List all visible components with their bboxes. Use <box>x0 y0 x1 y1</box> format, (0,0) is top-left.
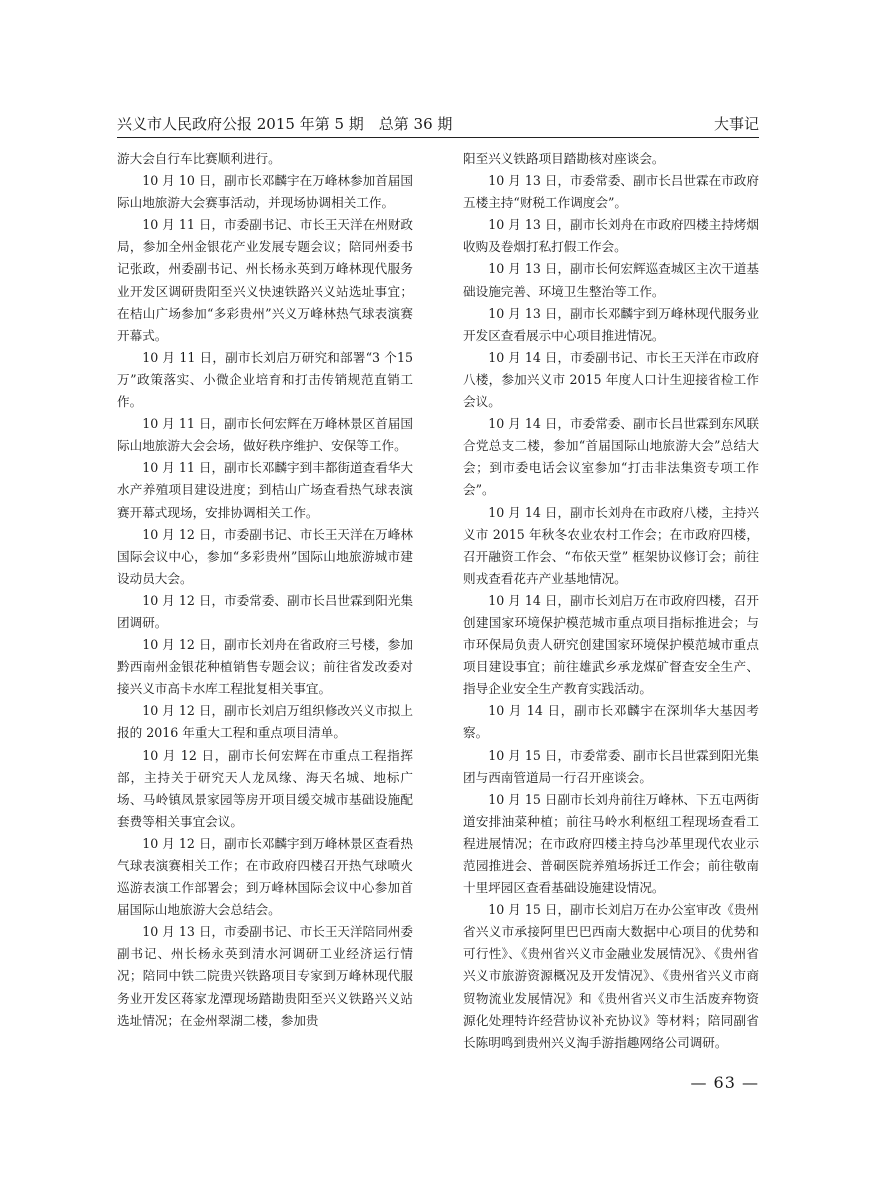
paragraph: 10 月 12 日，副市长邓麟宇到万峰林景区查看热气球表演赛相关工作；在市政府四楼召开热气球喷火巡游表演工作部署会；到万峰林国际会议中心参加首届国际山地旅游大会总结会。 <box>117 835 413 918</box>
paragraph: 10 月 11 日，副市长何宏辉在万峰林景区首届国际山地旅游大会会场，做好秩序维护、安保等工作。 <box>117 416 413 454</box>
header-rule <box>117 137 759 138</box>
header-publication-title: 兴义市人民政府公报 2015 年第 5 期 总第 36 期 <box>117 115 453 133</box>
paragraph: 10 月 12 日，副市长刘舟在省政府三号楼，参加黔西南州金银花种植销售专题会议；前往省发改委对接兴义市高卡水库工程批复相关事宜。 <box>117 637 413 697</box>
paragraph: 10 月 12 日，副市长刘启万组织修改兴义市拟上报的 2016 年重大工程和重点项目清单。 <box>117 703 413 741</box>
paragraph: 10 月 15 日，市委常委、副市长吕世霖到阳光集团与西南管道局一行召开座谈会。 <box>463 747 759 785</box>
paragraph: 10 月 12 日，市委常委、副市长吕世霖到阳光集团调研。 <box>117 592 413 630</box>
paragraph: 10 月 13 日，市委常委、副市长吕世霖在市政府五楼主持“财税工作调度会”。 <box>463 173 759 211</box>
running-header <box>117 108 759 134</box>
paragraph: 10 月 10 日，副市长邓麟宇在万峰林参加首届国际山地旅游大会赛事活动，并现场协调相关工作。 <box>117 173 413 211</box>
paragraph: 10 月 11 日，副市长刘启万研究和部署“3 个15 万”政策落实、小微企业培育和打击传销规范直销工作。 <box>117 349 413 410</box>
paragraph: 10 月 11 日，副市长邓麟宇到丰都街道查看华大水产养殖项目建设进度；到桔山广场查看热气球表演赛开幕式现场，安排协调相关工作。 <box>117 460 413 520</box>
paragraph: 10 月 14 日，副市长刘启万在市政府四楼，召开创建国家环境保护模范城市重点项目指标推进会；与市环保局负责人研究创建国家环境保护模范城市重点项目建设事宜；前往雄武乡承龙煤矿督查安全生产、指导企业安全生产教育实践活动。 <box>463 592 759 697</box>
paragraph: 10 月 13 日，副市长邓麟宇到万峰林现代服务业开发区查看展示中心项目推进情况。 <box>463 305 759 343</box>
paragraph: 阳至兴义铁路项目踏勘核对座谈会。 <box>463 151 665 166</box>
paragraph: 游大会自行车比赛顺利进行。 <box>117 151 281 166</box>
paragraph: 10 月 15 日，副市长刘启万在办公室审改《贵州省兴义市承接阿里巴巴西南大数据中心项目的优势和可行性》、《贵州省兴义市金融业发展情况》、《贵州省兴义市旅游资源概况及开发情况》、《贵州省兴义市商贸物流业发展情况》和《贵州省兴义市生活废弃物资源化处理特许经营协议补充协议》等材料；陪同副省长陈明鸣到贵州兴义淘手游指趣网络公司调研。 <box>463 902 759 1050</box>
paragraph: 10 月 13 日，市委副书记、市长王天洋陪同州委副书记、州长杨永英到清水河调研工业经济运行情况；陪同中铁二院贵兴铁路项目专家到万峰林现代服务业开发区蒋家龙潭现场踏勘贵阳至兴义铁路兴义站选址情况；在金州翠湖二楼，参加贵 <box>117 924 413 1028</box>
paragraph: 10 月 15 日副市长刘舟前往万峰林、下五屯两街道安排油菜种植；前往马岭水利枢纽工程现场查看工程进展情况；在市政府四楼主持乌沙革里现代农业示范园推进会、普硐医院养殖场拆迁工作会；前往敬南十里坪园区查看基础设施建设情况。 <box>463 791 759 896</box>
header-section-title: 大事记 <box>713 115 759 133</box>
left-column <box>117 148 413 1032</box>
paragraph: 10 月 14 日，副市长邓麟宇在深圳华大基因考察。 <box>463 703 759 741</box>
paragraph: 10 月 12 日，市委副书记、市长王天洋在万峰林国际会议中心，参加“多彩贵州”国际山地旅游城市建设动员大会。 <box>117 526 413 586</box>
page-number: — 63 — <box>690 1073 759 1092</box>
paragraph: 10 月 14 日，市委常委、副市长吕世霖到东风联合党总支二楼，参加“首届国际山地旅游大会”总结大会；到市委电话会议室参加“打击非法集资专项工作会”。 <box>463 416 759 498</box>
paragraph: 10 月 11 日，市委副书记、市长王天洋在州财政局，参加全州金银花产业发展专题会议；陪同州委书记张政，州委副书记、州长杨永英到万峰林现代服务业开发区调研贵阳至兴义快速铁路兴义站选址事宜；在桔山广场参加“多彩贵州”兴义万峰林热气球表演赛开幕式。 <box>117 217 413 343</box>
paragraph: 10 月 12 日，副市长何宏辉在市重点工程指挥部，主持关于研究天人龙凤缘、海天名城、地标广场、马岭镇凤景家园等房开项目缓交城市基础设施配套费等相关事宜会议。 <box>117 747 413 829</box>
paragraph: 10 月 13 日，副市长刘舟在市政府四楼主持烤烟收购及卷烟打私打假工作会。 <box>463 217 759 255</box>
paragraph: 10 月 13 日，副市长何宏辉巡查城区主次干道基础设施完善、环境卫生整治等工作。 <box>463 261 759 299</box>
paragraph: 10 月 14 日，市委副书记、市长王天洋在市政府八楼，参加兴义市 2015 年度人口计生迎接省检工作会议。 <box>463 349 759 410</box>
paragraph: 10 月 14 日，副市长刘舟在市政府八楼，主持兴义市 2015 年秋冬农业农村工作会；在市政府四楼，召开融资工作会、“布依天堂” 框架协议修订会；前往则戎查看花卉产业基地情况。 <box>463 504 759 586</box>
right-column <box>463 148 759 1054</box>
